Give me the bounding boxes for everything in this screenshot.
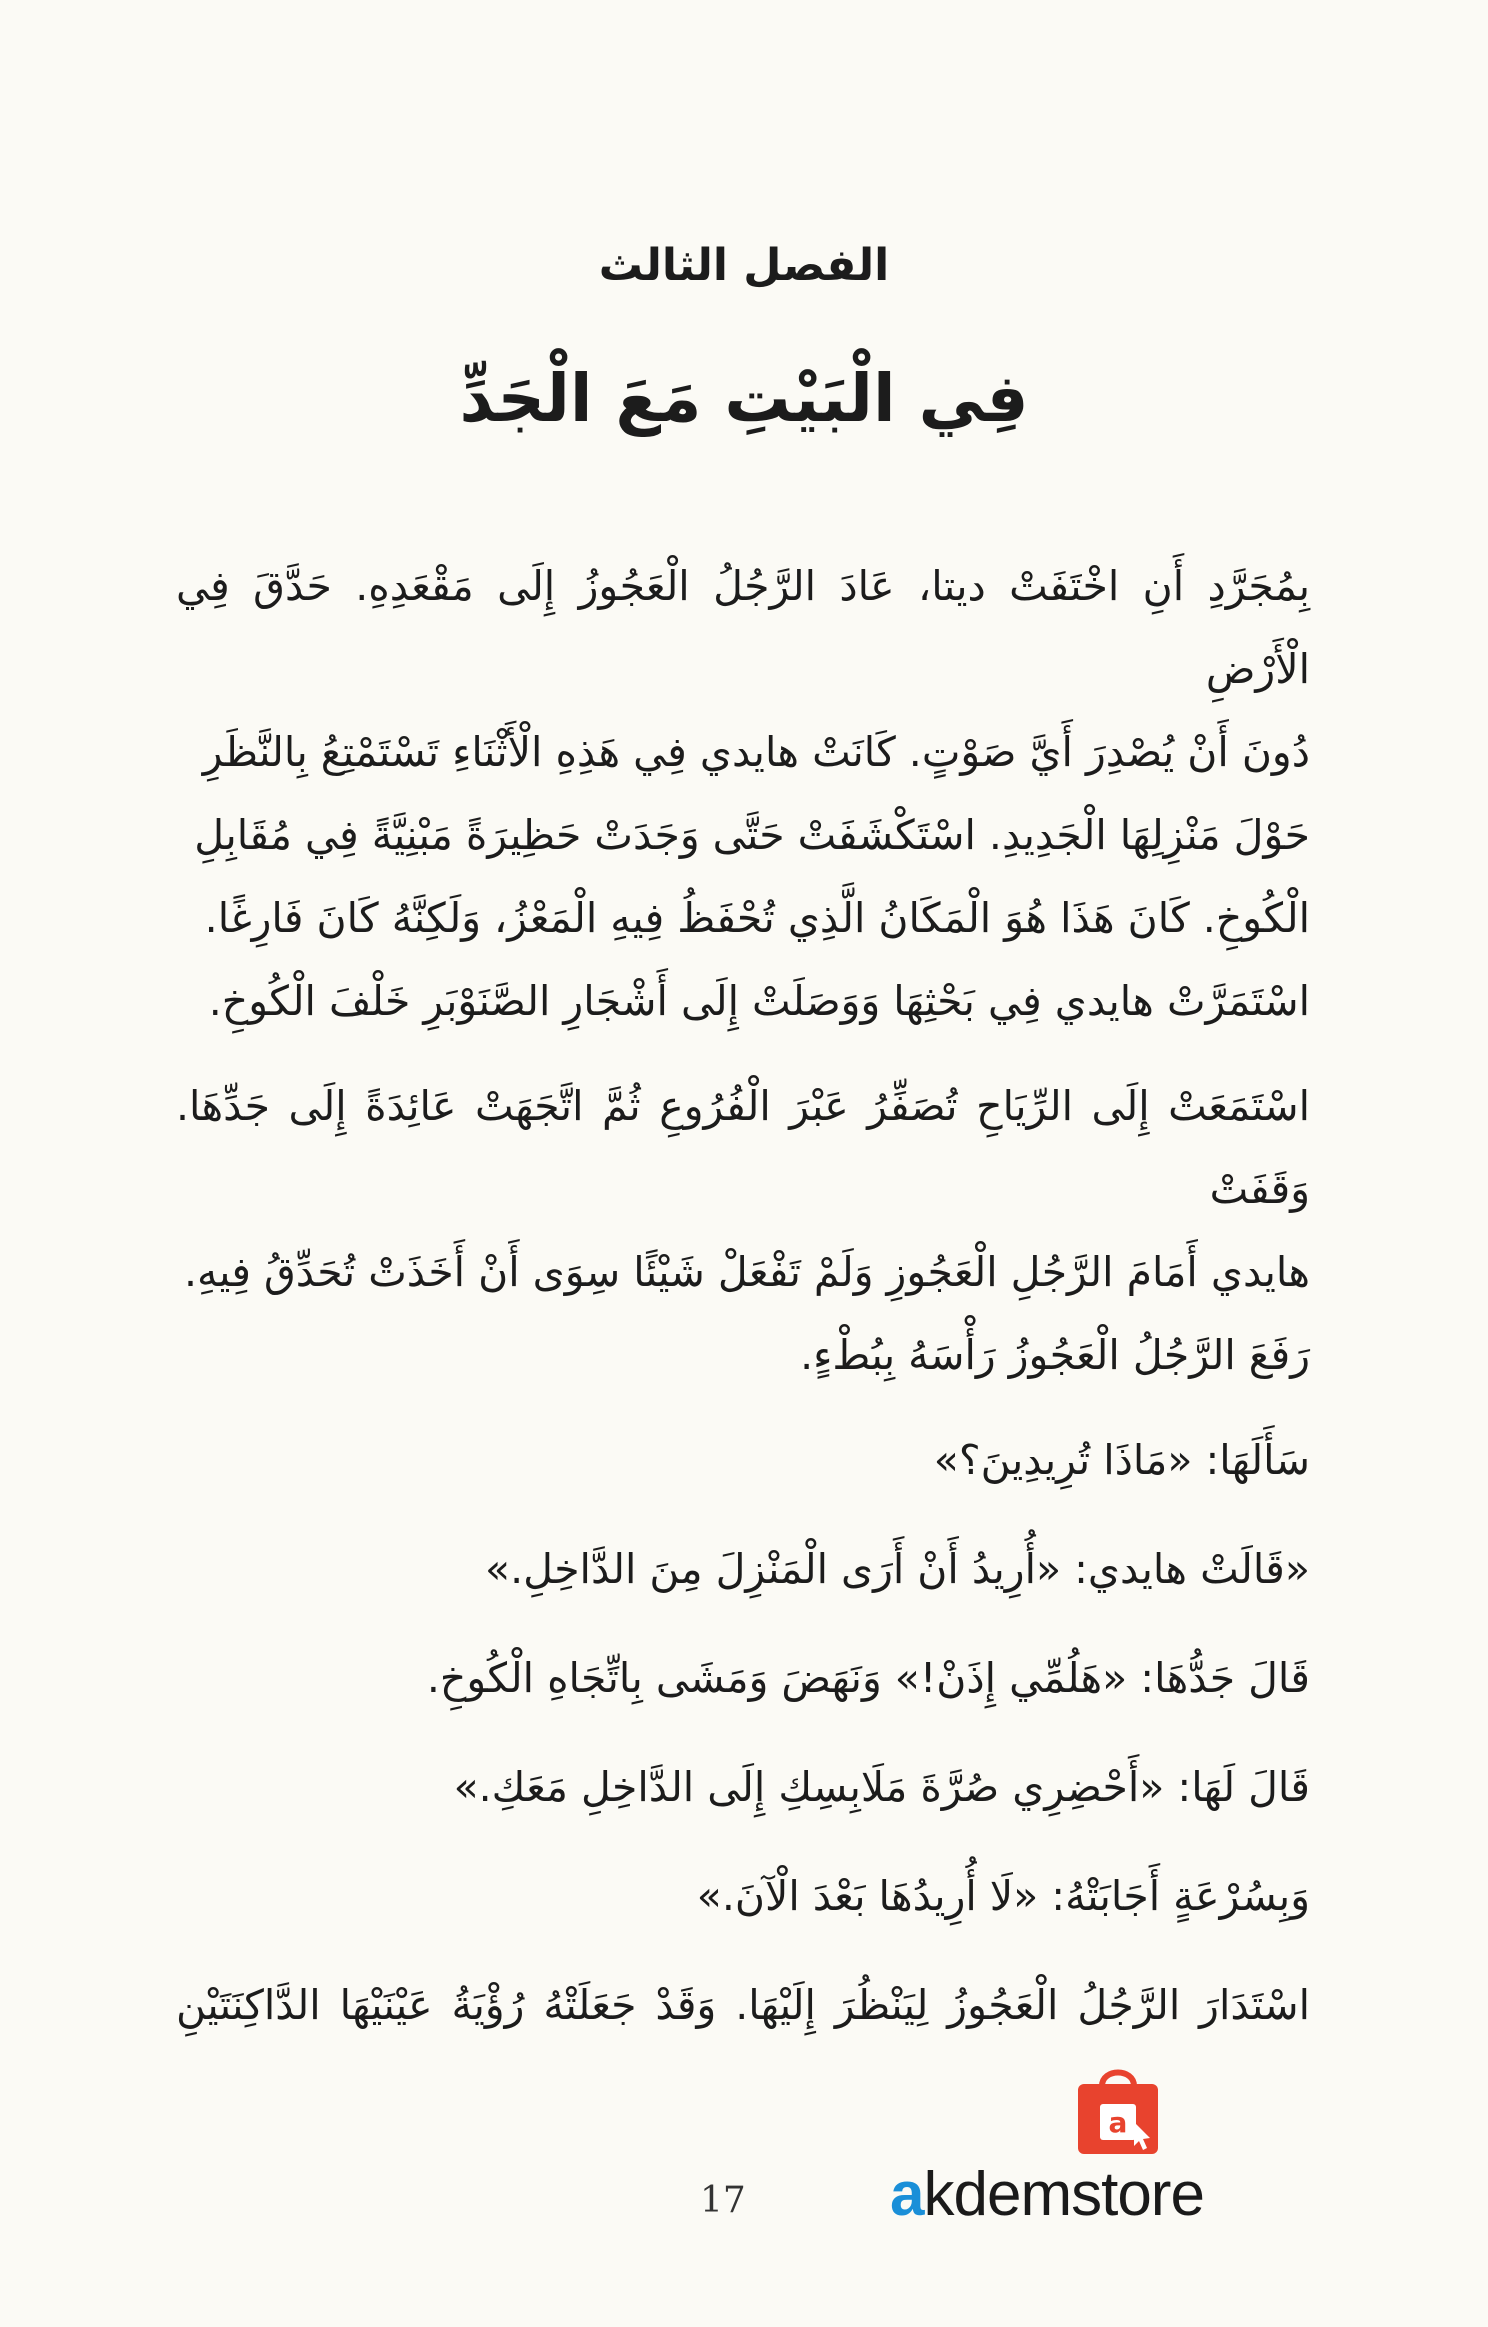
dialogue-answer: وَبِسُرْعَةٍ أَجَابَتْهُ: «لَا أُرِيدُهَا بَعْدَ الْآنَ.» (696, 1872, 1310, 1920)
dialogue-heidi: «قَالَتْ هايدي: «أُرِيدُ أَنْ أَرَى الْمَنْزِلَ مِنَ الدَّاخِلِ.» (485, 1545, 1310, 1593)
chapter-label: الفصل الثالث (598, 240, 890, 291)
logo-wordmark (890, 2160, 1340, 2230)
store-logo (890, 2060, 1340, 2230)
logo-letter: a (1108, 2106, 1128, 2139)
page-number: 17 (700, 2180, 746, 2221)
dialogue-grandpa-2: قَالَ لَهَا: «أَحْضِرِي صُرَّةَ مَلَابِسِكِ إِلَى الدَّاخِلِ مَعَكِ.» (453, 1763, 1310, 1811)
text-line: الْكُوخِ. كَانَ هَذَا هُوَ الْمَكَانُ الَّذِي تُحْفَظُ فِيهِ الْمَعْزُ، وَلَكِنَّهُ كَانَ فَارِغًا. (204, 894, 1310, 942)
text-line: دُونَ أَنْ يُصْدِرَ أَيَّ صَوْتٍ. كَانَتْ هايدي فِي هَذِهِ الْأَثْنَاءِ تَسْتَمْتِعُ بِالنَّظَرِ (202, 728, 1310, 776)
text-line: هايدي أَمَامَ الرَّجُلِ الْعَجُوزِ وَلَمْ تَفْعَلْ شَيْئًا سِوَى أَنْ أَخَذَتْ تُحَدِّقُ فِيهِ. (183, 1248, 1310, 1296)
shopping-bag-icon (1074, 2060, 1162, 2156)
dialogue-asked: سَأَلَهَا: «مَاذَا تُرِيدِينَ؟» (933, 1436, 1310, 1484)
paragraph-1 (176, 545, 1310, 1043)
dialogue-grandpa-1: قَالَ جَدُّهَا: «هَلُمِّي إِذَنْ!» وَنَهَضَ وَمَشَى بِاتِّجَاهِ الْكُوخِ. (426, 1654, 1310, 1702)
text-line: اسْتَمَرَّتْ هايدي فِي بَحْثِهَا وَوَصَلَتْ إِلَى أَشْجَارِ الصَّنَوْبَرِ خَلْفَ الْكُوخِ. (208, 977, 1310, 1025)
text-line: حَوْلَ مَنْزِلِهَا الْجَدِيدِ. اسْتَكْشَفَتْ حَتَّى وَجَدَتْ حَظِيرَةً مَبْنِيَّةً فِي مُقَابِلِ (194, 811, 1310, 859)
text-line: اسْتَمَعَتْ إِلَى الرِّيَاحِ تُصَفِّرُ عَبْرَ الْفُرُوعِ ثُمَّ اتَّجَهَتْ عَائِدَةً إِلَى جَدِّهَا. وَقَفَتْ (176, 1082, 1310, 1213)
text-line: رَفَعَ الرَّجُلُ الْعَجُوزُ رَأْسَهُ بِبُطْءٍ. (800, 1331, 1310, 1379)
chapter-body (176, 545, 1310, 2047)
logo-text: kdemstore (923, 2160, 1204, 2229)
paragraph-2 (176, 1065, 1310, 1397)
paragraph-last: اسْتَدَارَ الرَّجُلُ الْعَجُوزُ لِيَنْظُرَ إِلَيْهَا. وَقَدْ جَعَلَتْهُ رُؤْيَةُ عَيْنَيْهَا الدَّاكِنَتَيْنِ (176, 1981, 1310, 2029)
logo-accent-letter: a (890, 2160, 924, 2229)
text-line: بِمُجَرَّدِ أَنِ اخْتَفَتْ ديتا، عَادَ الرَّجُلُ الْعَجُوزُ إِلَى مَقْعَدِهِ. حَدَّقَ فِي الْأَرْضِ (176, 562, 1310, 693)
chapter-title: فِي الْبَيْتِ مَعَ الْجَدِّ (459, 360, 1029, 437)
